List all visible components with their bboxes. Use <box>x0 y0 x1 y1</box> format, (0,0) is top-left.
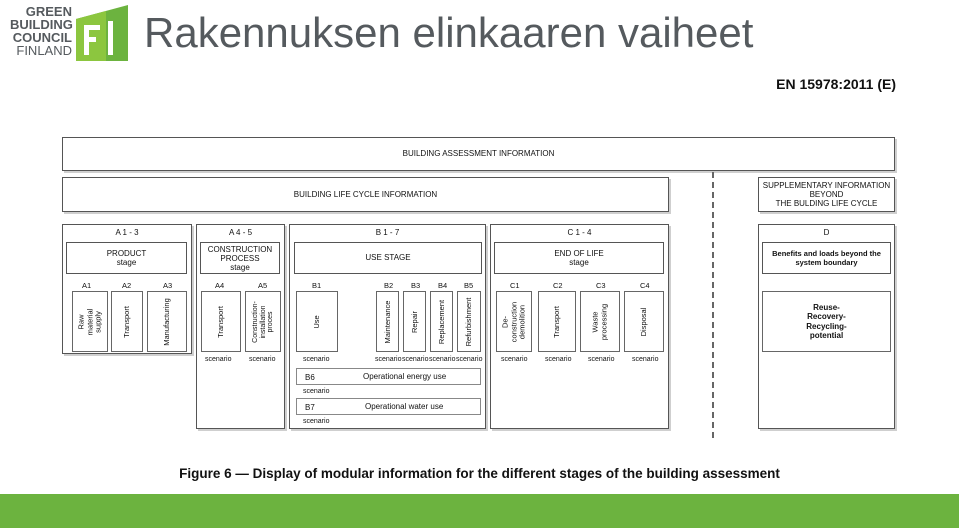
module-b2 <box>376 291 399 352</box>
system-boundary-line <box>712 172 714 438</box>
module-a5 <box>245 291 281 352</box>
scenario-b3: scenario <box>402 356 429 363</box>
scenario-c4: scenario <box>632 356 659 363</box>
page-title: Rakennuksen elinkaaren vaiheet <box>144 9 754 56</box>
code-a3: A3 <box>163 281 173 290</box>
gbc-logo <box>10 5 130 65</box>
module-a3 <box>147 291 187 352</box>
code-b6: B6 <box>305 373 315 382</box>
module-b1-label: Use <box>311 314 321 329</box>
scenario-c3: scenario <box>588 356 615 363</box>
operational-energy-label: Operational energy use <box>363 372 447 381</box>
scenario-b7: scenario <box>303 418 330 425</box>
code-b3: B3 <box>411 281 421 290</box>
module-a5-label: Construction- installation proces <box>251 300 274 343</box>
range-b1-7: B 1 - 7 <box>375 228 400 237</box>
module-d: Reuse- Recovery- Recycling- potential <box>762 291 891 352</box>
code-b4: B4 <box>438 281 448 290</box>
module-b4-label: Replacement <box>436 299 446 344</box>
stage-end-of-life: END OF LIFE stage <box>494 242 664 274</box>
scenario-b2: scenario <box>375 356 402 363</box>
code-a1: A1 <box>82 281 92 290</box>
code-b1: B1 <box>312 281 322 290</box>
range-d: D <box>823 228 830 237</box>
module-b4 <box>430 291 453 352</box>
stage-product: PRODUCT stage <box>66 242 187 274</box>
code-c1: C1 <box>510 281 520 290</box>
module-c2-label: Transport <box>551 305 561 338</box>
scenario-c2: scenario <box>545 356 572 363</box>
logo-text: GREEN BUILDING COUNCIL FINLAND <box>10 4 73 58</box>
module-a3-label: Manufacturing <box>161 297 171 346</box>
scenario-b5: scenario <box>456 356 483 363</box>
module-b3 <box>403 291 426 352</box>
code-c2: C2 <box>553 281 563 290</box>
module-b1 <box>296 291 338 352</box>
module-a4 <box>201 291 241 352</box>
code-b7: B7 <box>305 403 315 412</box>
module-c3 <box>580 291 620 352</box>
operational-water-row <box>296 398 481 415</box>
stage-construction: CONSTRUCTION PROCESS stage <box>200 242 280 274</box>
module-b3-label: Repair <box>409 310 419 333</box>
module-b5 <box>457 291 481 352</box>
module-c1 <box>496 291 532 352</box>
figure-caption: Figure 6 — Display of modular information for the different stages of the building assessment <box>179 466 780 481</box>
stage-beyond-boundary: Benefits and loads beyond the system boundary <box>762 242 891 274</box>
module-b2-label: Maintenance <box>382 300 392 343</box>
module-c1-label: De-construction demolition <box>500 301 527 342</box>
scenario-b1: scenario <box>303 356 330 363</box>
code-c4: C4 <box>640 281 650 290</box>
scenario-a4: scenario <box>205 356 232 363</box>
module-a2-label: Transport <box>121 305 131 338</box>
module-a4-label: Transport <box>215 305 225 338</box>
operational-energy-row <box>296 368 481 385</box>
module-c2 <box>538 291 576 352</box>
operational-water-label: Operational water use <box>365 402 444 411</box>
building-assessment-banner: BUILDING ASSESSMENT INFORMATION <box>62 137 895 171</box>
module-b5-label: Refurbishment <box>463 297 473 346</box>
module-a2 <box>111 291 143 352</box>
code-b2: B2 <box>384 281 394 290</box>
code-a4: A4 <box>215 281 225 290</box>
scenario-a5: scenario <box>249 356 276 363</box>
standard-reference: EN 15978:2011 (E) <box>776 76 896 92</box>
range-a1-3: A 1 - 3 <box>115 228 139 237</box>
code-a5: A5 <box>258 281 268 290</box>
module-a1-label: Raw material supply <box>76 308 103 335</box>
module-a1 <box>72 291 108 352</box>
footer-bar <box>0 494 959 528</box>
range-a4-5: A 4 - 5 <box>228 228 253 237</box>
code-b5: B5 <box>464 281 474 290</box>
supplementary-banner: SUPPLEMENTARY INFORMATION BEYOND THE BULDING LIFE CYCLE <box>758 177 895 212</box>
module-c3-label: Waste processing <box>590 303 608 340</box>
module-c4 <box>624 291 664 352</box>
logo-mark-icon <box>76 5 128 61</box>
range-c1-4: C 1 - 4 <box>567 228 592 237</box>
code-c3: C3 <box>596 281 606 290</box>
scenario-b6: scenario <box>303 388 330 395</box>
module-c4-label: Disposal <box>638 307 648 336</box>
scenario-c1: scenario <box>501 356 528 363</box>
code-a2: A2 <box>122 281 132 290</box>
scenario-b4: scenario <box>429 356 456 363</box>
stage-use: USE STAGE <box>294 242 482 274</box>
life-cycle-banner: BUILDING LIFE CYCLE INFORMATION <box>62 177 669 212</box>
